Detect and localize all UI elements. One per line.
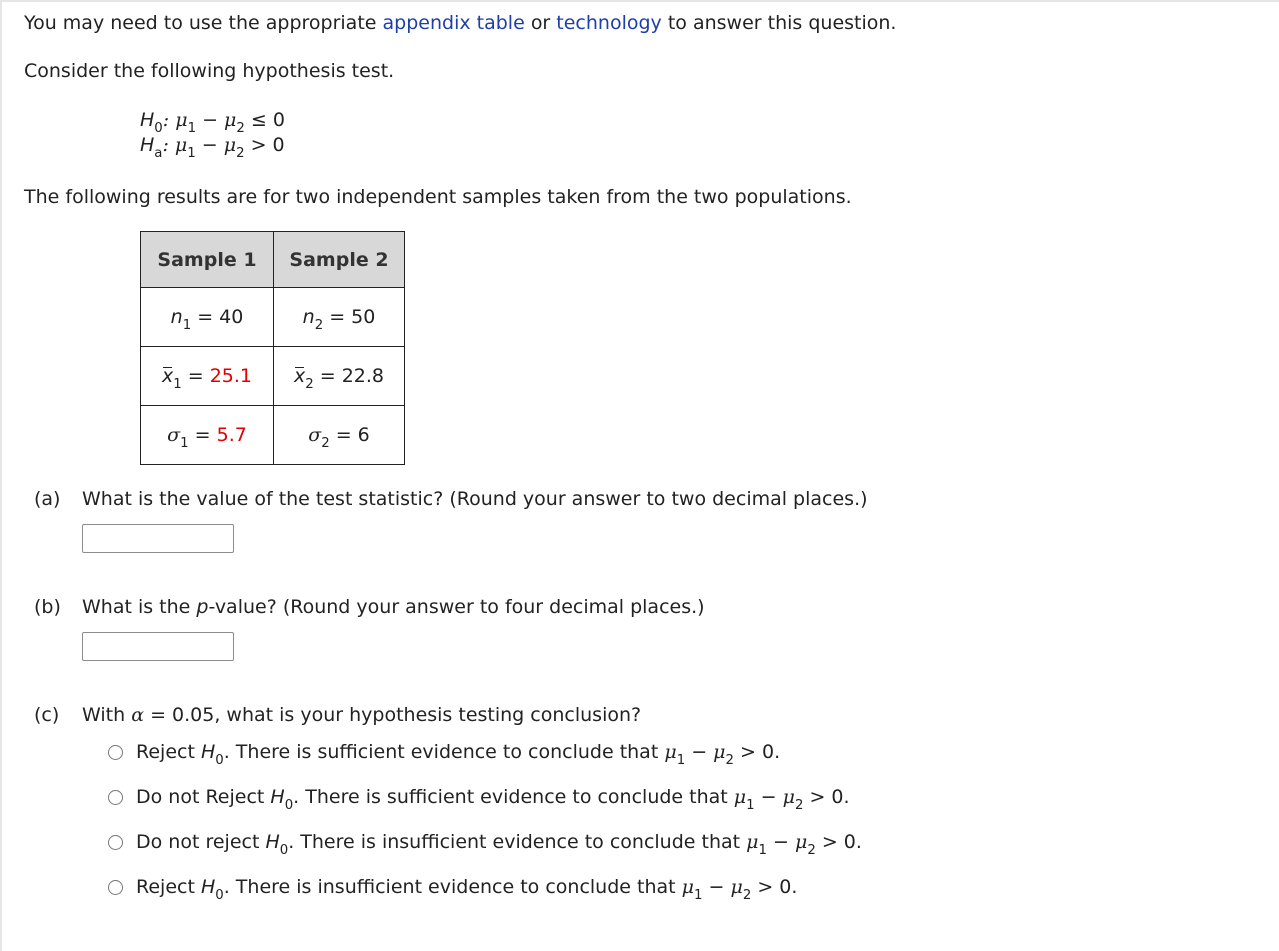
intro-text: You may need to use the appropriate [24, 12, 377, 34]
conclusion-option-2[interactable]: Do not Reject $H_0$. There is sufficient evidence to conclude that $\mu_1 - \mu_2 > 0$. [108, 786, 850, 808]
radio-button[interactable] [108, 790, 123, 805]
p-value-input[interactable] [82, 632, 234, 661]
conclusion-option-3[interactable]: Do not reject $H_0$. There is insufficient evidence to conclude that $\mu_1 - \mu_2 > 0$. [108, 831, 862, 853]
part-b-label: (b) [34, 596, 61, 618]
test-statistic-input[interactable] [82, 524, 234, 553]
intro-end: to answer this question. [667, 12, 897, 34]
part-c-question: With α = 0.05, what is your hypothesis testing conclusion? [82, 704, 642, 726]
cell-n2: $n_2 = 50$ [274, 288, 405, 347]
cell-x1: $x_1 = 25.1$ [141, 347, 274, 406]
results-text: The following results are for two independent samples taken from the two populations. [24, 186, 852, 208]
radio-button[interactable] [108, 880, 123, 895]
alternative-hypothesis: $H_a$: $\mu_1 - \mu_2 > 0$ [140, 134, 285, 161]
table-row [141, 288, 405, 347]
hypotheses [140, 106, 285, 160]
header-sample-1: Sample 1 [141, 232, 274, 288]
cell-n1: $n_1 = 40$ [141, 288, 274, 347]
part-b-question: What is the p-value? (Round your answer to four decimal places.) [82, 596, 705, 618]
part-c-label: (c) [34, 704, 60, 726]
cell-sigma1: $\sigma_1 = 5.7$ [141, 406, 274, 465]
part-a-label: (a) [34, 488, 61, 510]
consider-text: Consider the following hypothesis test. [24, 60, 395, 82]
table-row [141, 406, 405, 465]
table-header-row [141, 232, 405, 288]
radio-button[interactable] [108, 745, 123, 760]
table-row [141, 347, 405, 406]
top-border [0, 0, 1279, 2]
left-border [0, 0, 2, 951]
intro-or: or [530, 12, 551, 34]
part-a-question: What is the value of the test statistic? (Round your answer to two decimal places.) [82, 488, 868, 510]
technology-link[interactable]: technology [556, 12, 662, 34]
radio-button[interactable] [108, 835, 123, 850]
intro-line [24, 12, 896, 34]
conclusion-option-1[interactable]: Reject $H_0$. There is sufficient evidence to conclude that $\mu_1 - \mu_2 > 0$. [108, 741, 780, 763]
samples-table [140, 231, 405, 465]
appendix-table-link[interactable]: appendix table [382, 12, 525, 34]
cell-x2: $x_2 = 22.8$ [274, 347, 405, 406]
header-sample-2: Sample 2 [274, 232, 405, 288]
null-hypothesis: $H_0$: $\mu_1 - \mu_2 \le 0$ [140, 109, 285, 136]
cell-sigma2: $\sigma_2 = 6$ [274, 406, 405, 465]
conclusion-option-4[interactable]: Reject $H_0$. There is insufficient evidence to conclude that $\mu_1 - \mu_2 > 0$. [108, 876, 797, 898]
